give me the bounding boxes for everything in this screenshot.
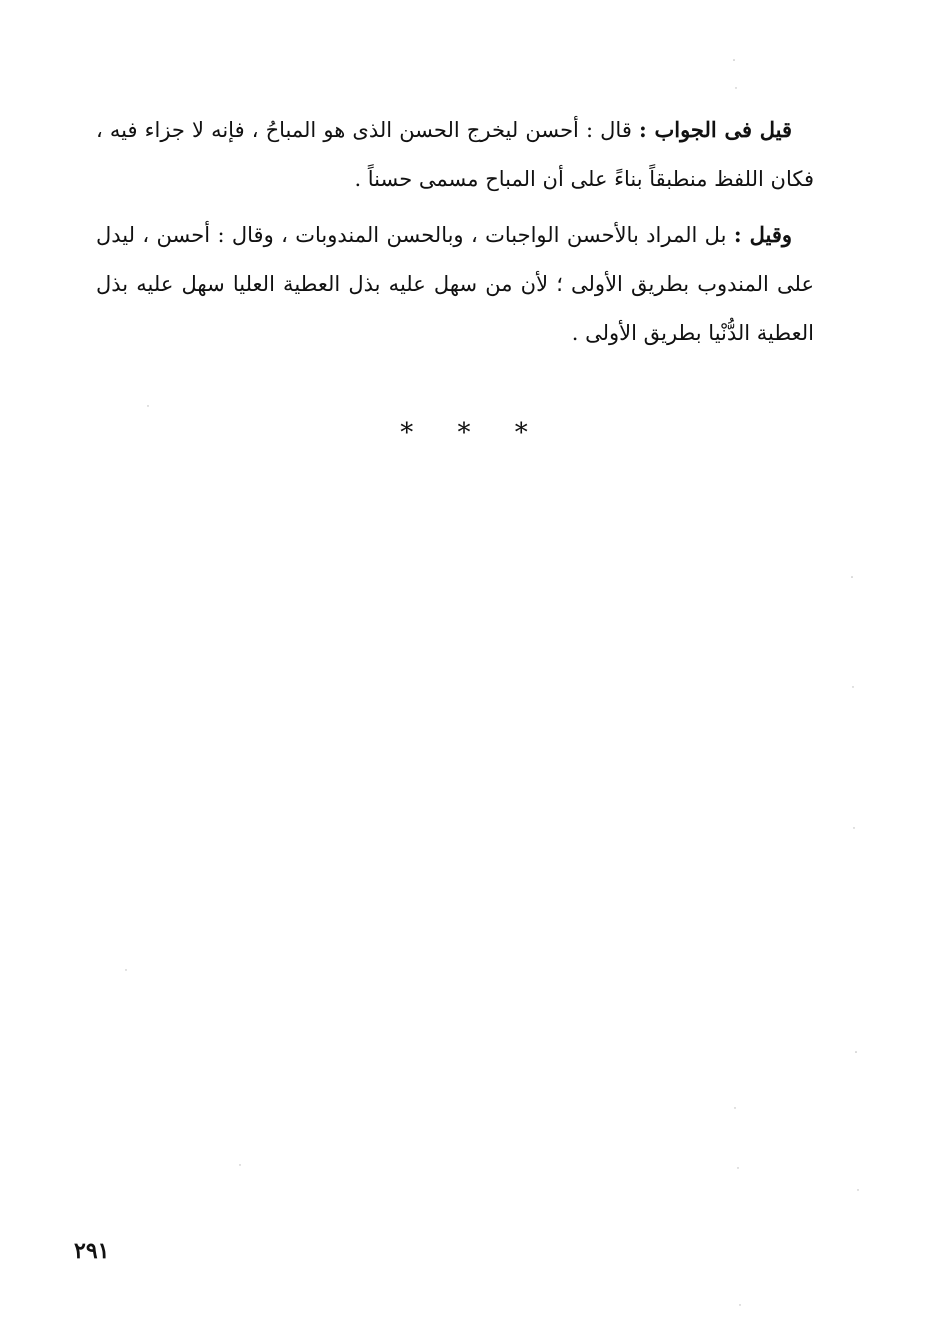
asterisk-ornament: * <box>457 418 471 448</box>
paragraph-2-text <box>96 210 814 358</box>
paragraph-1 <box>96 105 814 204</box>
paragraph-2-lead: وقيل : <box>733 222 792 247</box>
section-separator <box>0 418 928 448</box>
page-number: ٢٩١ <box>74 1238 110 1264</box>
paragraph-1-body: قال : أحسن ليخرج الحسن الذى هو المباحُ ، فإنه لا جزاء فيه ، فكان اللفظ منطبقاً بناءً على أن المباح مسمى حسناً . <box>96 118 814 191</box>
paragraph-1-lead: قيل فى الجواب : <box>638 117 793 142</box>
paragraph-2 <box>96 210 814 358</box>
asterisk-ornament: * <box>514 418 528 448</box>
paragraph-2-body: بل المراد بالأحسن الواجبات ، وبالحسن المندوبات ، وقال : أحسن ، ليدل على المندوب بطريق الأولى ؛ لأن من سهل عليه بذل العطية العليا سهل عليه بذل العطية الدُّنْيا بطريق الأولى . <box>96 223 814 345</box>
asterisk-ornament: * <box>400 418 414 448</box>
paragraph-1-text <box>96 105 814 204</box>
